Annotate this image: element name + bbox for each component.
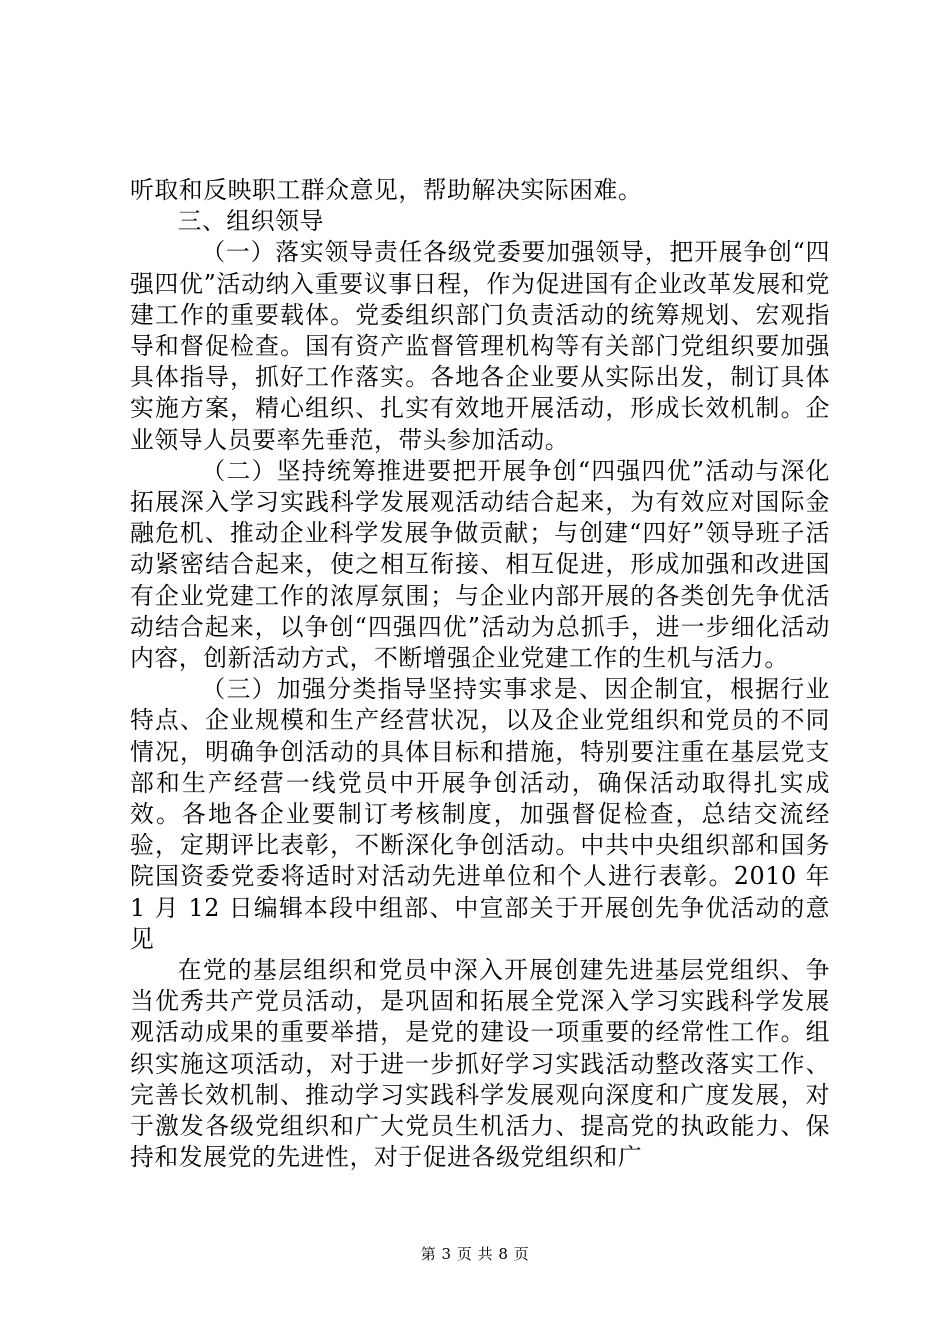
- paragraph-continuation: 听取和反映职工群众意见，帮助解决实际困难。: [130, 176, 643, 204]
- paragraph-opinion-intro: 在党的基层组织和党员中深入开展创建先进基层党组织、争当优秀共产党员活动，是巩固和拓展全党深入学习实践科学发展观活动成果的重要举措，是党的建设一项重要的经常性工作。组织实施这项活动，对于进一步抓好学习实践活动整改落实工作、完善长效机制、推动学习实践科学发展观向深度和广度发展，对于激发各级党组织和广大党员生机活力、提高党的执政能力、保持和发展党的先进性，对于促进各级党组织和广: [130, 956, 830, 1172]
- paragraph-leadership-responsibility: （一）落实领导责任各级党委要加强领导，把开展争创“四强四优”活动纳入重要议事日程，作为促进国有企业改革发展和党建工作的重要载体。党委组织部门负责活动的统筹规划、宏观指导和督促检查。国有资产监督管理机构等有关部门党组织要加强具体指导，抓好工作落实。各地各企业要从实际出发，制订具体实施方案，精心组织、扎实有效地开展活动，形成长效机制。企业领导人员要率先垂范，带头参加活动。: [130, 238, 830, 454]
- page-footer: [0, 1244, 950, 1264]
- document-body: [130, 175, 830, 1174]
- paragraph-classified-guidance: （三）加强分类指导坚持实事求是、因企制宜，根据行业特点、企业规模和生产经营状况，以及企业党组织和党员的不同情况，明确争创活动的具体目标和措施，特别要注重在基层党支部和生产经营一线党员中开展争创活动，确保活动取得扎实成效。各地各企业要制订考核制度，加强督促检查，总结交流经验，定期评比表彰，不断深化争创活动。中共中央组织部和国务院国资委党委将适时对活动先进单位和个人进行表彰。2010 年 1 月 12 日编辑本段中组部、中宣部关于开展创先争优活动的意见: [130, 675, 830, 953]
- section-heading: 三、组织领导: [177, 207, 324, 236]
- paragraph-coordinated-advancement: （二）坚持统筹推进要把开展争创“四强四优”活动与深化拓展深入学习实践科学发展观活动结合起来，为有效应对国际金融危机、推动企业科学发展争做贡献；与创建“四好”领导班子活动紧密结合起来，使之相互衔接、相互促进，形成加强和改进国有企业党建工作的浓厚氛围；与企业内部开展的各类创先争优活动结合起来，以争创“四强四优”活动为总抓手，进一步细化活动内容，创新活动方式，不断增强企业党建工作的生机与活力。: [130, 456, 830, 673]
- page-number-label: 第 3 页 共 8 页: [420, 1245, 530, 1263]
